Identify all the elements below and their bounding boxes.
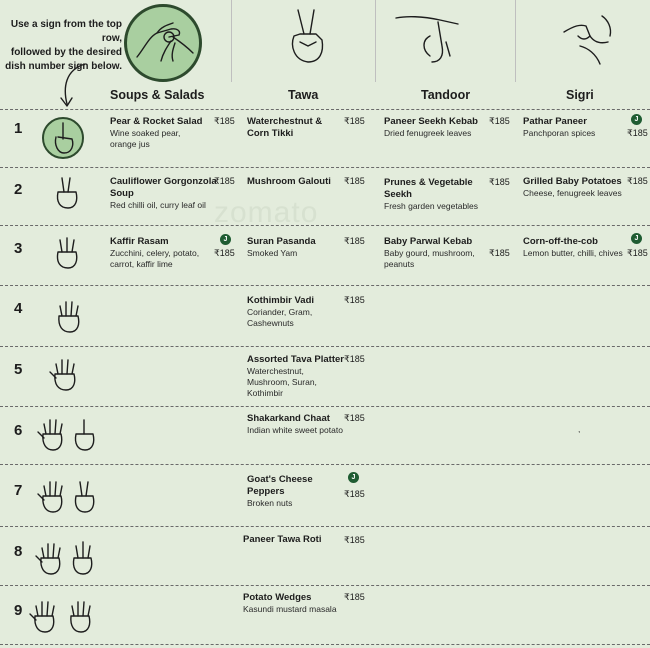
dish-name: Potato Wedges — [243, 592, 312, 603]
dish-price: ₹185 — [489, 116, 510, 126]
dish-name: Shakarkand Chaat — [247, 413, 330, 424]
chef-special-badge: J — [220, 234, 231, 245]
dish-description: Coriander, Gram, Cashewnuts — [247, 307, 313, 328]
row-number: 8 — [14, 543, 23, 560]
dish-description: Indian white sweet potato — [247, 425, 343, 435]
dish-price: ₹185 — [344, 535, 365, 545]
column-divider — [231, 0, 232, 82]
one-finger-hand-icon — [42, 117, 84, 159]
column-heading-tawa: Tawa — [288, 88, 319, 102]
dish-price: ₹185 — [214, 116, 235, 126]
row-number: 9 — [14, 602, 23, 619]
intro-line: followed by the desired — [10, 47, 122, 58]
dish-name: Pathar Paneer — [523, 116, 587, 127]
row-number: 7 — [14, 482, 23, 499]
dish-description: Baby gourd, mushroom, peanuts — [384, 248, 475, 269]
dish-description: Waterchestnut, Mushroom, Suran, Kothimbir — [247, 366, 317, 398]
dish-description: Fresh garden vegetables — [384, 201, 479, 211]
row-divider — [0, 285, 650, 286]
dish-price: ₹185 — [344, 354, 365, 364]
curved-arrow-icon — [55, 62, 95, 112]
column-heading-tandoor: Tandoor — [421, 88, 471, 102]
dish-description: Wine soaked pear, orange jus — [110, 128, 181, 149]
dish-price: ₹185 — [489, 177, 510, 187]
row-number: 6 — [14, 422, 23, 439]
dish-name: Waterchestnut & Corn Tikki — [247, 116, 323, 139]
dish-description: Kasundi mustard masala — [243, 604, 337, 614]
three-finger-hand-icon — [48, 236, 88, 270]
watermark: zomato — [214, 196, 319, 229]
dish-description: Zucchini, celery, potato, carrot, kaffir lime — [110, 248, 200, 269]
row-divider — [0, 644, 650, 645]
eight-fingers-hands-icon — [32, 540, 100, 578]
row-number: 2 — [14, 181, 23, 198]
dish-name: Grilled Baby Potatoes — [523, 176, 622, 187]
dish-name: Prunes & Vegetable Seekh — [384, 177, 473, 200]
dish-price: ₹185 — [627, 176, 648, 186]
chef-special-badge: J — [631, 233, 642, 244]
dish-price: ₹185 — [344, 489, 365, 499]
column-heading-soups: Soups & Salads — [110, 88, 205, 102]
v-sign-hand-icon — [278, 6, 338, 66]
hook-hands-icon — [560, 6, 620, 66]
dish-price: ₹185 — [344, 116, 365, 126]
row-divider — [0, 526, 650, 527]
dish-description: Dried fenugreek leaves — [384, 128, 472, 138]
row-divider — [0, 109, 650, 110]
seven-fingers-hands-icon — [34, 478, 102, 516]
dish-price: ₹185 — [489, 248, 510, 258]
dish-price: ₹185 — [214, 248, 235, 258]
five-finger-hand-icon — [46, 358, 86, 392]
row-number: 4 — [14, 300, 23, 317]
dish-description: Red chilli oil, curry leaf oil — [110, 200, 206, 210]
dish-price: ₹185 — [344, 295, 365, 305]
stray-mark: , — [578, 424, 581, 434]
column-divider — [375, 0, 376, 82]
six-fingers-hands-icon — [34, 416, 102, 454]
four-finger-hand-icon — [50, 300, 90, 334]
two-finger-hand-icon — [48, 176, 88, 210]
row-number: 5 — [14, 361, 23, 378]
dish-name: Kothimbir Vadi — [247, 295, 315, 306]
dish-description: Smoked Yam — [247, 248, 298, 258]
intro-line: dish number sign below. — [5, 61, 122, 72]
dish-name: Corn-off-the-cob — [523, 236, 598, 247]
chef-special-badge: J — [631, 114, 642, 125]
dish-description: Cheese, fenugreek leaves — [523, 188, 622, 198]
dish-description: Broken nuts — [247, 498, 293, 508]
dish-price: ₹185 — [344, 413, 365, 423]
dish-name: Suran Pasanda — [247, 236, 316, 247]
dish-price: ₹185 — [344, 176, 365, 186]
pinch-hand-icon — [124, 4, 202, 82]
row-divider — [0, 346, 650, 347]
chef-special-badge: J — [348, 472, 359, 483]
column-divider — [515, 0, 516, 82]
row-divider — [0, 167, 650, 168]
dish-price: ₹185 — [344, 236, 365, 246]
dish-description: Lemon butter, chilli, chives — [523, 248, 623, 258]
dish-price: ₹185 — [214, 176, 235, 186]
dish-price: ₹185 — [344, 592, 365, 602]
row-divider — [0, 585, 650, 586]
intro-line: Use a sign from the top row, — [10, 19, 122, 44]
dish-price: ₹185 — [627, 128, 648, 138]
dish-name: Kaffir Rasam — [110, 236, 169, 247]
row-divider — [0, 464, 650, 465]
dish-description: Panchporan spices — [523, 128, 596, 138]
dish-name: Pear & Rocket Salad — [110, 116, 203, 127]
row-divider — [0, 225, 650, 226]
column-heading-sigri: Sigri — [566, 88, 594, 102]
dish-price: ₹185 — [627, 248, 648, 258]
dish-name: Paneer Seekh Kebab — [384, 116, 478, 127]
dish-name: Cauliflower Gorgonzola Soup — [110, 176, 217, 199]
dish-name: Assorted Tava Platter — [247, 354, 344, 365]
row-number: 1 — [14, 120, 23, 137]
row-divider — [0, 406, 650, 407]
row-number: 3 — [14, 240, 23, 257]
dish-name: Paneer Tawa Roti — [243, 534, 322, 545]
dish-name: Baby Parwal Kebab — [384, 236, 473, 247]
dish-name: Goat's Cheese Peppers — [247, 474, 313, 497]
dish-name: Mushroom Galouti — [247, 176, 331, 187]
nine-fingers-hands-icon — [26, 598, 102, 638]
pointing-hand-icon — [392, 6, 472, 66]
